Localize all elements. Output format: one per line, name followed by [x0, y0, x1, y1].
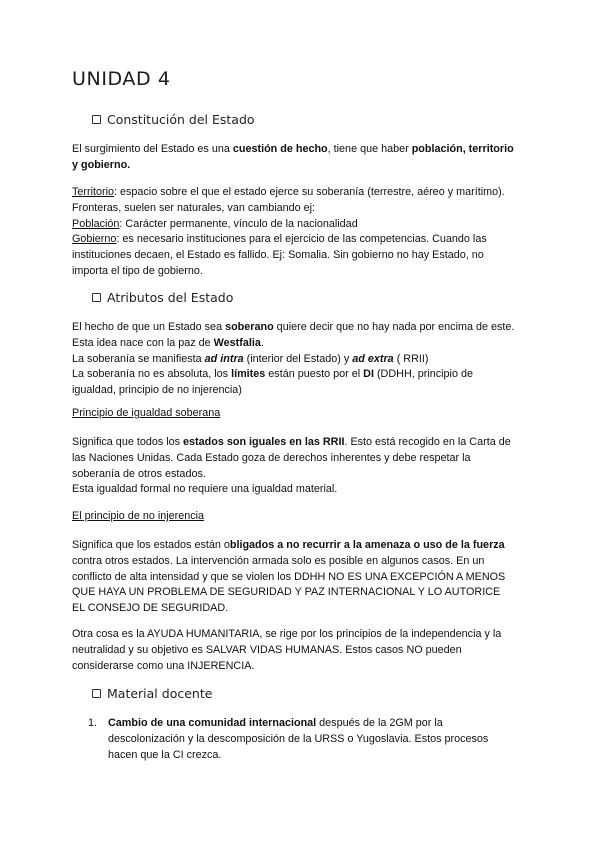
paragraph-igualdad	[72, 435, 528, 498]
checkbox-icon[interactable]	[92, 293, 101, 302]
bold-run: Westfalia	[213, 336, 261, 349]
list-number: 1.	[88, 717, 98, 729]
section-heading-label: Material docente	[107, 686, 213, 701]
text-line: Fronteras, suelen ser naturales, van cambiando ej:	[72, 201, 316, 214]
paragraph-no-injerencia	[72, 538, 528, 617]
text-run: . Esto está recogido en la Carta de	[344, 436, 511, 448]
text-line: hacen que la CI crezca.	[108, 748, 222, 761]
text-run: : es necesario instituciones para el ejercicio de las competencias. Cuando las	[116, 233, 487, 246]
text-line: Otra cosa es la AYUDA HUMANITARIA, se rige por los principios de la independencia y la	[72, 628, 502, 640]
paragraph-elementos	[72, 185, 528, 280]
text-line: Esta igualdad formal no requiere una igualdad material.	[72, 483, 338, 496]
text-line: importa el tipo de gobierno.	[72, 264, 203, 277]
text-run: están puesto por el	[265, 368, 364, 381]
text-line: EL CONSEJO DE SEGURIDAD.	[72, 602, 229, 615]
text-run: : Carácter permanente, vínculo de la nacionalidad	[119, 217, 358, 230]
text-run: La soberanía se manifiesta	[72, 352, 205, 365]
text-line: instituciones decaen, el Estado es fallido. Ej: Somalia. Sin gobierno no hay Estado, no	[72, 249, 484, 262]
text-line: las Naciones Unidas. Cada Estado goza de derechos inherentes y debe respetar la	[72, 451, 471, 464]
text-run: (DDHH, principio de	[373, 368, 473, 381]
numbered-list-item	[88, 716, 528, 763]
bold-italic-run: ad extra	[352, 352, 394, 365]
section-heading-label: Constitución del Estado	[107, 112, 255, 127]
bold-run: cuestión de hecho	[232, 143, 328, 155]
bold-run: límites	[231, 368, 266, 381]
text-line: descolonización y la descomposición de la URSS o Yugoslavia. Estos procesos	[108, 732, 489, 745]
text-run: La soberanía no es absoluta, los	[72, 368, 232, 381]
term-poblacion: Población	[72, 217, 120, 230]
list-item-body	[108, 716, 528, 763]
text-run: Significa que todos los	[72, 436, 184, 448]
text-run: Significa que los estados están o	[72, 539, 230, 551]
section-heading-material	[92, 686, 212, 701]
section-heading-constitucion	[92, 112, 255, 127]
paragraph-surgimiento	[72, 142, 528, 174]
bold-run: bligados a no recurrir a la amenaza o uso de la fuerza	[229, 539, 505, 551]
term-gobierno: Gobierno	[72, 233, 117, 246]
bold-run: estados son iguales en las RRII	[183, 436, 345, 448]
text-run: .	[260, 336, 264, 349]
bold-run: y gobierno.	[72, 158, 131, 171]
text-line: neutralidad y su objetivo es SALVAR VIDAS HUMANAS. Estos casos NO pueden	[72, 643, 462, 656]
text-run: El hecho de que un Estado sea	[72, 321, 226, 333]
bold-run: Cambio de una comunidad internacional	[108, 717, 317, 729]
text-run: después de la 2GM por la	[316, 717, 443, 729]
text-line: conflicto de alta intensidad y que se violen los DDHH NO ES UNA EXCEPCIÓN A MENOS	[72, 570, 506, 583]
paragraph-ayuda-humanitaria	[72, 627, 528, 674]
text-line: soberanía de otros estados.	[72, 467, 206, 480]
text-run: ( RRII)	[393, 352, 429, 365]
checkbox-icon[interactable]	[92, 115, 101, 124]
bold-run: población, territorio	[411, 143, 514, 155]
bold-italic-run: ad intra	[204, 352, 244, 365]
subheading-no-injerencia: El principio de no injerencia	[72, 510, 205, 522]
text-line: contra otros estados. La intervención armada solo es posible en algunos casos. En un	[72, 554, 485, 567]
text-run: (interior del Estado) y	[243, 352, 353, 365]
section-heading-label: Atributos del Estado	[107, 290, 234, 305]
page-title: UNIDAD 4	[72, 68, 171, 90]
checkbox-icon[interactable]	[92, 689, 101, 698]
paragraph-soberania	[72, 320, 528, 399]
text-run: quiere decir que no hay nada por encima de este.	[273, 321, 515, 333]
text-line: igualdad, principio de no injerencia)	[72, 384, 242, 397]
bold-run: DI	[363, 368, 374, 381]
text-run: , tiene que haber	[327, 143, 412, 155]
bold-run: soberano	[225, 321, 274, 333]
section-heading-atributos	[92, 290, 233, 305]
subheading-igualdad-soberana: Principio de igualdad soberana	[72, 407, 221, 419]
term-territorio: Territorio	[72, 186, 114, 198]
text-line: considerarse como una INJERENCIA.	[72, 659, 255, 672]
text-run: Esta idea nace con la paz de	[72, 336, 214, 349]
text-line: QUE HAYA UN PROBLEMA DE SEGURIDAD Y PAZ INTERNACIONAL Y LO AUTORICE	[72, 586, 501, 599]
text-run: El surgimiento del Estado es una	[72, 143, 233, 155]
text-run: : espacio sobre el que el estado ejerce su soberanía (terrestre, aéreo y marítimo).	[114, 186, 505, 198]
